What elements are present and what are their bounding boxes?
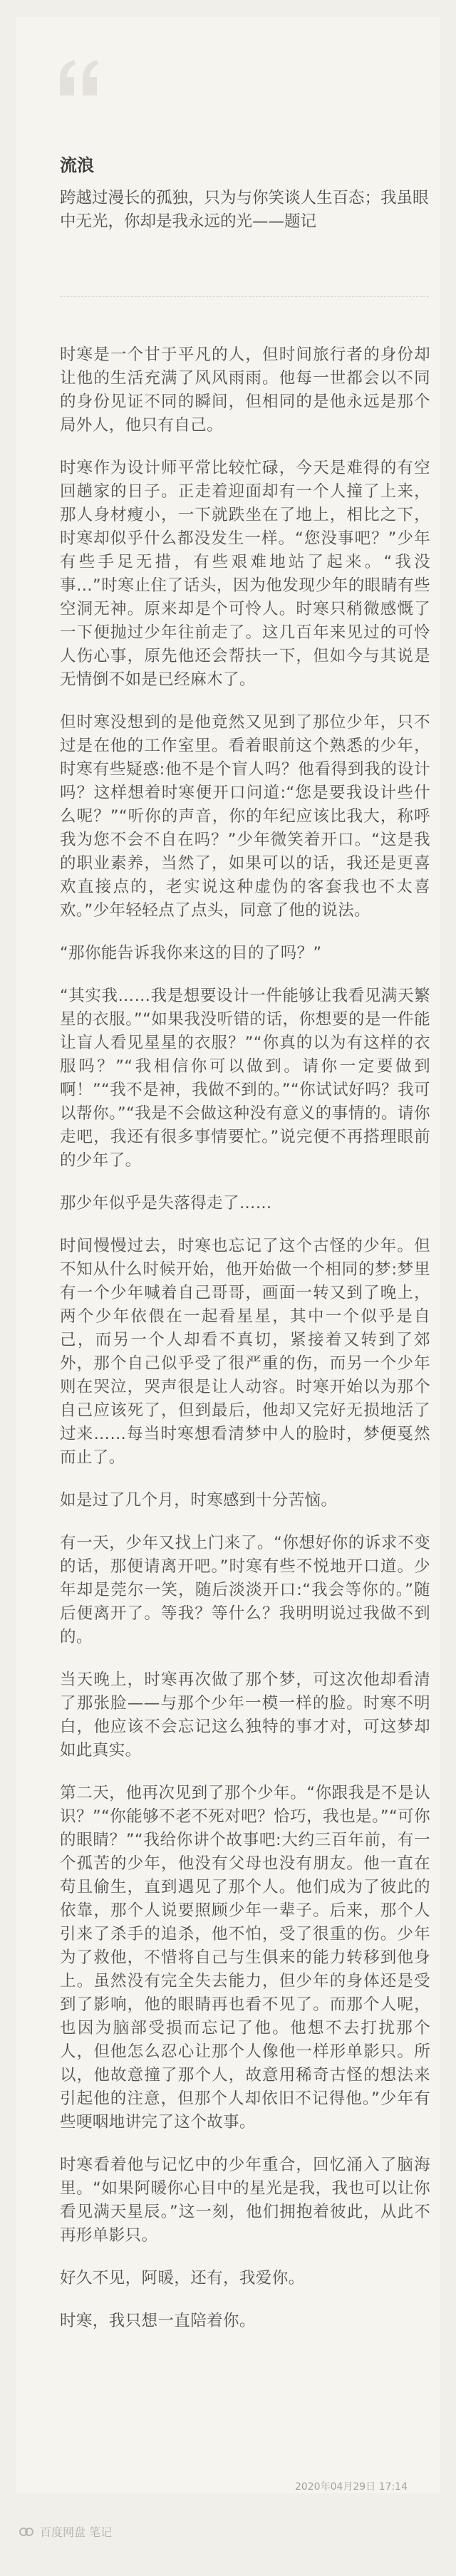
footer-label: 百度网盘 笔记: [40, 2525, 113, 2539]
paragraph: 时寒看着他与记忆中的少年重合，回忆涌入了脑海里。“如果阿暖你心目中的星光是我，我也可以让你看见满天星辰。”这一刻，他们拥抱着彼此，从此不再形单影只。: [60, 2156, 430, 2245]
paragraph: “那你能告诉我你来这的目的了吗？”: [60, 944, 322, 962]
paragraph: 时间慢慢过去，时寒也忘记了这个古怪的少年。但不知从什么时候开始，他开始做一个相同的梦:梦里有一个少年喊着自己哥哥，画面一转又到了晚上，两个少年依偎在一起看星星，其中一个似乎是自己，而另一个人却看不真切，紧接着又转到了郊外，那个自己似乎受了很严重的伤，而另一个少年则在哭泣，哭声很是让人动容。时寒开始以为那个自己应该死了，但到最后，他却又完好无损地活了过来……每当时寒想看清梦中人的脸时，梦便戛然而止了。: [60, 1237, 430, 1467]
paragraph: 时寒，我只想一直陪着你。: [60, 2312, 256, 2330]
divider: [60, 296, 429, 298]
note-title: 流浪: [60, 155, 94, 175]
footer-brand: [19, 2523, 112, 2540]
note-card: [16, 17, 440, 2493]
note-body: [60, 343, 430, 2352]
quote-mark-icon: [54, 54, 104, 104]
note-timestamp: 2020年04月29日 17:14: [294, 2481, 408, 2493]
paragraph: 时寒作为设计师平常比较忙碌，今天是难得的有空回趟家的日子。正走着迎面却有一个人撞了上来，那人身材瘦小，一下就跌坐在了地上，相比之下，时寒却似乎什么都没发生一样。“您没事吧？”少年有些手足无措，有些艰难地站了起来。“我没事…”时寒止住了话头，因为他发现少年的眼睛有些空洞无神。原来却是个可怜人。时寒只稍微感慨了一下便抛过少年往前走了。这几百年来见过的可怜人伤心事，原先他还会帮扶一下，但如今与其说是无情倒不如是已经麻木了。: [60, 459, 430, 689]
paragraph: 如是过了几个月，时寒感到十分苦恼。: [60, 1491, 338, 1510]
paragraph: “其实我……我是想要设计一件能够让我看见满天繁星的衣服。”“如果我没听错的话，你想要的是一件能让盲人看见星星的衣服？”“你真的以为有这样的衣服吗？”“我相信你可以做到。请你一定要做到啊！”“我不是神，我做不到的。”“你试试好吗？我可以帮你。”“我是不会做这种没有意义的事情的。请你走吧，我还有很多事情要忙。”说完便不再搭理眼前的少年了。: [60, 987, 430, 1170]
paragraph: 但时寒没想到的是他竟然又见到了那位少年，只不过是在他的工作室里。看着眼前这个熟悉的少年，时寒有些疑惑:他不是个盲人吗？他看得到我的设计吗？这样想着时寒便开口问道:“您是要我设计些什么呢？”“听你的声音，你的年纪应该比我大，称呼我为您不会不自在吗？”少年微笑着开口。“这是我的职业素养，当然了，如果可以的话，我还是更喜欢直接点的，老实说这种虚伪的客套我也不太喜欢。”少年轻轻点了点头，同意了他的说法。: [60, 713, 430, 920]
paragraph: 那少年似乎是失落得走了……: [60, 1194, 272, 1212]
paragraph: 时寒是一个甘于平凡的人，但时间旅行者的身份却让他的生活充满了风风雨雨。他每一世都会以不同的身份见证不同的瞬间，但相同的是他永远是那个局外人，他只有自己。: [60, 346, 430, 435]
paragraph: 当天晚上，时寒再次做了那个梦，可这次他却看清了那张脸——与那个少年一模一样的脸。时寒不明白，他应该不会忘记这么独特的事才对，可这梦却如此真实。: [60, 1671, 430, 1760]
paragraph: 好久不见，阿暖，还有，我爱你。: [60, 2269, 305, 2287]
paragraph: 有一天，少年又找上门来了。“你想好你的诉求不变的话，那便请离开吧。”时寒有些不悦地开口道。少年却是莞尔一笑，随后淡淡开口:“我会等你的。”随后便离开了。等我？等什么？我明明说过我做不到的。: [60, 1534, 430, 1646]
note-subtitle: 跨越过漫长的孤独，只为与你笑谈人生百态；我虽眼中无光，你却是我永远的光——题记: [60, 189, 429, 231]
baidu-netdisk-logo-icon: [19, 2524, 34, 2540]
paragraph: 第二天，他再次见到了那个少年。“你跟我是不是认识？”“你能够不老不死对吧？恰巧，我也是。”“可你的眼睛？”“我给你讲个故事吧:大约三百年前，有一个孤苦的少年，他没有父母也没有朋友。他一直在苟且偷生，直到遇见了那个人。他们成为了彼此的依靠，那个人说要照顾少年一辈子。后来，那个人引来了杀手的追杀，他不怕，受了很重的伤。少年为了救他，不惜将自己与生俱来的能力转移到他身上。虽然没有完全失去能力，但少年的身体还是受到了影响，他的眼睛再也看不见了。而那个人呢，也因为脑部受损而忘记了他。他想不去打扰那个人，但他怎么忍心让那个人像他一样形单影只。所以，他故意撞了那个人，故意用稀奇古怪的想法来引起他的注意，但那个人却依旧不记得他。”少年有些哽咽地讲完了这个故事。: [60, 1784, 430, 2131]
